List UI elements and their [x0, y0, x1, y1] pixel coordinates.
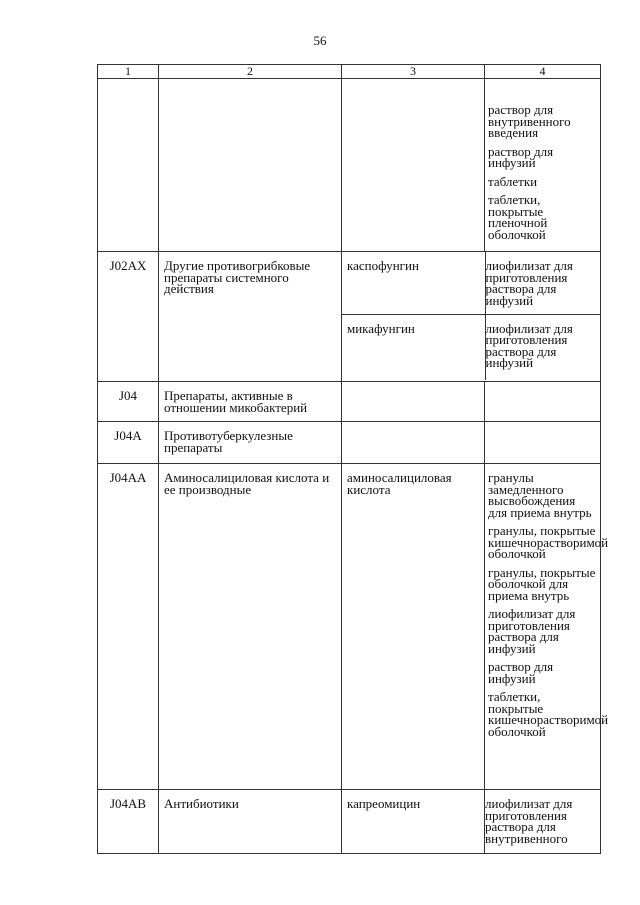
code-cell: J04: [98, 382, 159, 422]
form-item: таблетки: [488, 173, 538, 189]
form-item: раствор для инфузий: [488, 143, 554, 170]
header-cell-1: 1: [98, 65, 159, 79]
drug-form: лиофилизат для приготовления раствора для инфузий: [485, 320, 573, 370]
table-row-j02ax: [98, 252, 601, 382]
drug-subtable-cell: [342, 252, 601, 382]
table-row-j04: [98, 382, 601, 422]
form-item: раствор для внутривенного введения: [488, 102, 571, 140]
header-cell-4: 4: [485, 65, 601, 79]
table-row-j04ab: [98, 790, 601, 854]
drug-form: лиофилизат для приготовления раствора для внутривенного: [485, 790, 601, 854]
drug-cell: [342, 79, 485, 252]
name-cell: Антибиотики: [159, 790, 342, 854]
drug-cell: [342, 422, 485, 464]
form-item: гранулы, покрытые кишечнорастворимой оболочкой: [488, 523, 609, 561]
drug-name: аминосалициловая кислота: [342, 464, 485, 790]
header-cell-3: 3: [342, 65, 485, 79]
code-cell: J04AA: [98, 464, 159, 790]
form-cell: [485, 422, 601, 464]
header-cell-2: 2: [159, 65, 342, 79]
name-cell: [159, 79, 342, 252]
form-item: таблетки, покрытые кишечнорастворимой оболочкой: [488, 689, 609, 739]
form-item: раствор для инфузий: [488, 659, 554, 686]
name-cell: Другие противогрибковые препараты системного действия: [159, 252, 342, 382]
drug-name: каспофунгин: [342, 252, 485, 314]
name-cell: Аминосалициловая кислота и ее производные: [159, 464, 342, 790]
table-row-continuation: [98, 79, 601, 252]
form-cell: [485, 464, 609, 790]
page-number: 56: [313, 33, 327, 48]
table-row-j04a: [98, 422, 601, 464]
table-row-j04aa: [98, 464, 601, 790]
form-cell: [485, 382, 601, 422]
form-item: гранулы замедленного высвобождения для приема внутрь: [488, 470, 592, 520]
code-cell: [98, 79, 159, 252]
form-item: лиофилизат для приготовления раствора для инфузий: [488, 606, 576, 656]
code-cell: J04AB: [98, 790, 159, 854]
name-cell: Препараты, активные в отношении микобактерий: [159, 382, 342, 422]
drug-name: капреомицин: [342, 790, 485, 854]
code-cell: J02AX: [98, 252, 159, 382]
drug-name: микафунгин: [342, 314, 485, 380]
name-cell: Противотуберкулезные препараты: [159, 422, 342, 464]
code-cell: J04A: [98, 422, 159, 464]
drug-table: [97, 64, 609, 854]
table-header-row: [98, 65, 601, 79]
form-item: таблетки, покрытые пленочной оболочкой: [488, 192, 548, 242]
form-item: гранулы, покрытые оболочкой для приема внутрь: [488, 564, 596, 603]
drug-form: лиофилизат для приготовления раствора для инфузий: [485, 252, 601, 314]
drug-cell: [342, 382, 485, 422]
form-cell: [485, 79, 601, 252]
